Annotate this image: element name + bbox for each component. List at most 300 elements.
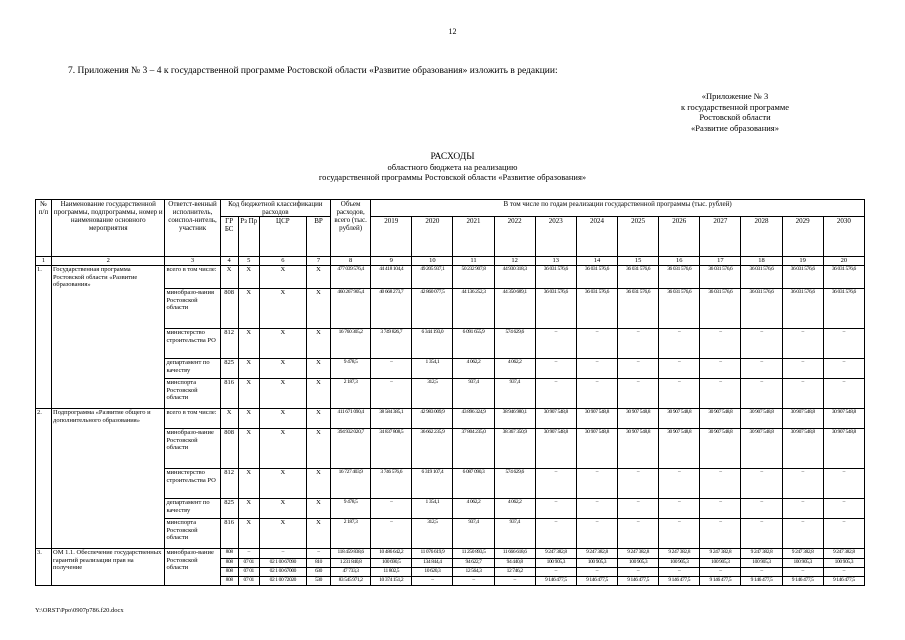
vr-cell: X	[306, 499, 330, 519]
grbs-cell: 812	[220, 329, 238, 359]
value-cell: 36 031 576,6	[782, 289, 823, 329]
value-cell: 36 031 576,6	[535, 266, 576, 289]
value-cell: –	[659, 329, 700, 359]
value-cell: –	[659, 359, 700, 379]
value-cell: 4 062,2	[453, 359, 494, 379]
value-cell: –	[782, 519, 823, 549]
responsible-cell: минобразо-вание Ростовской области	[165, 549, 220, 586]
value-cell: 460 267 905,4	[331, 289, 371, 329]
value-cell: 30 907 548,8	[576, 409, 617, 429]
responsible-cell: минспорта Ростовской области	[165, 519, 220, 549]
title-main: РАСХОДЫ	[430, 152, 475, 162]
value-cell: –	[618, 379, 659, 409]
value-cell: 30 907 548,8	[576, 429, 617, 469]
appendix-line: «Развитие образования»	[691, 122, 779, 133]
value-cell: 36 031 576,6	[576, 266, 617, 289]
value-cell: –	[782, 359, 823, 379]
value-cell: –	[700, 359, 741, 379]
value-cell: 36 031 576,6	[782, 266, 823, 289]
value-cell: 394 932 020,7	[331, 429, 371, 469]
value-cell: 11 802,5	[371, 568, 412, 577]
header-year: 2030	[823, 217, 864, 257]
column-number-cell: 2	[52, 257, 165, 266]
value-cell: 9 247 382,8	[576, 549, 617, 559]
row-name-cell	[52, 429, 165, 469]
value-cell: –	[659, 519, 700, 549]
value-cell: 9 478,5	[331, 359, 371, 379]
value-cell: –	[823, 329, 864, 359]
appendix-header	[625, 91, 845, 133]
value-cell: –	[659, 568, 700, 577]
value-cell: 30 907 548,8	[535, 429, 576, 469]
value-cell: 36 031 576,6	[823, 289, 864, 329]
column-number-cell: 19	[782, 257, 823, 266]
vr-cell: X	[306, 429, 330, 469]
value-cell: 11 666 618,6	[494, 549, 535, 559]
value-cell: –	[618, 329, 659, 359]
column-number-cell: 12	[494, 257, 535, 266]
value-cell: 36 031 576,6	[700, 266, 741, 289]
value-cell: 38 584 385,1	[371, 409, 412, 429]
vr-cell: X	[306, 379, 330, 409]
value-cell: 9 146 477,5	[576, 577, 617, 586]
value-cell: 9 247 382,8	[535, 549, 576, 559]
vr-cell: –	[306, 549, 330, 559]
table-row	[36, 499, 865, 519]
responsible-cell: департамент по качеству	[165, 499, 220, 519]
value-cell: 11 076 619,9	[412, 549, 453, 559]
value-cell: 100 905,3	[659, 559, 700, 568]
row-number-cell: 2.	[36, 409, 52, 429]
row-name-cell: ОМ 1.1. Обеспечение государственных гарантий реализации прав на получение	[52, 549, 165, 586]
header-year: 2022	[494, 217, 535, 257]
row-number-cell: 1.	[36, 266, 52, 289]
value-cell: 9 247 382,8	[782, 549, 823, 559]
value-cell: –	[700, 469, 741, 499]
row-number-cell	[36, 429, 52, 469]
value-cell: 16 760 305,2	[331, 329, 371, 359]
vr-cell: 530	[306, 577, 330, 586]
value-cell: 477 039 576,4	[331, 266, 371, 289]
csr-cell: X	[259, 266, 306, 289]
responsible-cell: министерство строительства РО	[165, 469, 220, 499]
value-cell: –	[659, 469, 700, 499]
value-cell: 36 031 576,6	[535, 289, 576, 329]
rzpr-cell: X	[238, 266, 259, 289]
rzpr-cell: X	[238, 519, 259, 549]
csr-cell: X	[259, 359, 306, 379]
value-cell: –	[618, 359, 659, 379]
value-cell: –	[659, 499, 700, 519]
document-title	[0, 152, 905, 182]
value-cell: 9 146 477,5	[782, 577, 823, 586]
csr-cell: X	[259, 499, 306, 519]
value-cell: 100 690,5	[371, 559, 412, 568]
grbs-cell: 825	[220, 499, 238, 519]
column-number-cell: 9	[371, 257, 412, 266]
csr-cell: 02 1 00 72020	[259, 577, 306, 586]
row-name-cell	[52, 289, 165, 329]
vr-cell: X	[306, 469, 330, 499]
value-cell: 40 668 273,7	[371, 289, 412, 329]
value-cell: –	[535, 519, 576, 549]
value-cell: –	[700, 379, 741, 409]
value-cell: –	[618, 568, 659, 577]
rzpr-cell: X	[238, 429, 259, 469]
value-cell: 4 062,2	[494, 359, 535, 379]
row-name-cell	[52, 499, 165, 519]
table-row	[36, 289, 865, 329]
responsible-cell: минобразо-вание Ростовской области	[165, 429, 220, 469]
value-cell: 9 247 382,8	[618, 549, 659, 559]
table-row	[36, 266, 865, 289]
value-cell: 3 746 576,6	[371, 469, 412, 499]
value-cell: –	[823, 379, 864, 409]
value-cell: –	[741, 499, 782, 519]
value-cell: –	[782, 379, 823, 409]
value-cell: 30 907 548,8	[700, 429, 741, 469]
row-number-cell: 3.	[36, 549, 52, 586]
rzpr-cell: X	[238, 359, 259, 379]
value-cell: 36 031 576,6	[823, 266, 864, 289]
value-cell: 100 905,3	[700, 559, 741, 568]
value-cell: 312,5	[412, 519, 453, 549]
value-cell: –	[823, 519, 864, 549]
value-cell: 83 545 971,2	[331, 577, 371, 586]
csr-cell: X	[259, 329, 306, 359]
value-cell: 10 374 151,2	[371, 577, 412, 586]
row-number-cell	[36, 359, 52, 379]
value-cell: –	[700, 329, 741, 359]
value-cell: 36 031 576,6	[618, 289, 659, 329]
value-cell: –	[741, 379, 782, 409]
value-cell: –	[371, 499, 412, 519]
value-cell: 100 905,3	[535, 559, 576, 568]
value-cell: 16 727 403,9	[331, 469, 371, 499]
header-year: 2027	[700, 217, 741, 257]
value-cell: –	[576, 499, 617, 519]
value-cell: –	[823, 499, 864, 519]
value-cell: 36 031 576,6	[659, 266, 700, 289]
value-cell: –	[535, 329, 576, 359]
appendix-line: к государственной программе	[680, 101, 790, 112]
table-row	[36, 549, 865, 559]
column-number-cell: 18	[741, 257, 782, 266]
table-row	[36, 379, 865, 409]
grbs-cell: 816	[220, 519, 238, 549]
value-cell: 49 205 937,1	[412, 266, 453, 289]
row-name-cell: Подпрограмма «Развитие общего и дополнительного образования»	[52, 409, 165, 429]
value-cell: –	[535, 469, 576, 499]
table-row	[36, 409, 865, 429]
value-cell: 9 247 382,8	[700, 549, 741, 559]
value-cell: 36 031 576,6	[576, 289, 617, 329]
value-cell: 37 804 235,0	[453, 429, 494, 469]
value-cell: 2 187,3	[331, 519, 371, 549]
row-name-cell	[52, 519, 165, 549]
value-cell: –	[700, 519, 741, 549]
column-number-cell: 7	[306, 257, 330, 266]
value-cell: 9 146 477,5	[618, 577, 659, 586]
grbs-cell: 808	[220, 289, 238, 329]
csr-cell: X	[259, 379, 306, 409]
responsible-cell: минспорта Ростовской области	[165, 379, 220, 409]
value-cell: –	[782, 568, 823, 577]
value-cell: 36 031 576,6	[741, 266, 782, 289]
title-line: областного бюджета на реализацию	[387, 162, 518, 172]
csr-cell: X	[259, 519, 306, 549]
grbs-cell: 812	[220, 469, 238, 499]
value-cell: –	[618, 499, 659, 519]
row-number-cell	[36, 499, 52, 519]
value-cell: –	[576, 568, 617, 577]
value-cell: 118 459 838,6	[331, 549, 371, 559]
vr-cell: 630	[306, 568, 330, 577]
row-number-cell	[36, 379, 52, 409]
vr-cell: 810	[306, 559, 330, 568]
grbs-cell: 808	[220, 577, 238, 586]
value-cell: 43 896 324,9	[453, 409, 494, 429]
vr-cell: X	[306, 266, 330, 289]
row-number-cell	[36, 289, 52, 329]
grbs-cell: X	[220, 409, 238, 429]
table-row	[36, 519, 865, 549]
value-cell: –	[535, 359, 576, 379]
header-number: № п/п	[36, 200, 52, 257]
column-number-cell: 17	[700, 257, 741, 266]
row-number-cell	[36, 329, 52, 359]
rzpr-cell: 07 01	[238, 559, 259, 568]
header-year: 2019	[371, 217, 412, 257]
value-cell: 30 907 548,8	[741, 429, 782, 469]
value-cell: –	[741, 329, 782, 359]
row-number-cell	[36, 519, 52, 549]
row-name-cell	[52, 329, 165, 359]
value-cell: 1 354,1	[412, 499, 453, 519]
column-number-cell: 5	[238, 257, 259, 266]
value-cell: –	[576, 469, 617, 499]
column-number-cell: 8	[331, 257, 371, 266]
value-cell: 30 907 548,8	[618, 429, 659, 469]
value-cell: 50 232 907,8	[453, 266, 494, 289]
value-cell: 9 247 382,8	[659, 549, 700, 559]
grbs-cell: 808	[220, 549, 238, 559]
column-number-cell: 11	[453, 257, 494, 266]
value-cell: 6 319 107,4	[412, 469, 453, 499]
column-number-cell: 4	[220, 257, 238, 266]
value-cell: –	[823, 469, 864, 499]
header-year: 2028	[741, 217, 782, 257]
value-cell: –	[535, 379, 576, 409]
column-number-row	[36, 257, 865, 266]
value-cell: 34 837 808,5	[371, 429, 412, 469]
value-cell: 94 440,8	[494, 559, 535, 568]
value-cell: 30 907 548,8	[741, 409, 782, 429]
value-cell: 38 367 350,9	[494, 429, 535, 469]
value-cell: –	[782, 469, 823, 499]
value-cell: 937,4	[494, 519, 535, 549]
value-cell: 30 907 548,8	[700, 409, 741, 429]
value-cell: –	[494, 577, 535, 586]
responsible-cell: всего в том числе:	[165, 266, 220, 289]
value-cell: –	[823, 568, 864, 577]
column-number-cell: 13	[535, 257, 576, 266]
value-cell: 3 749 826,7	[371, 329, 412, 359]
value-cell: –	[576, 519, 617, 549]
grbs-cell: 825	[220, 359, 238, 379]
grbs-cell: 808	[220, 568, 238, 577]
table-row	[36, 329, 865, 359]
vr-cell: X	[306, 359, 330, 379]
value-cell: 44 136 252,3	[453, 289, 494, 329]
grbs-cell: 808	[220, 559, 238, 568]
value-cell: –	[576, 359, 617, 379]
value-cell: –	[741, 359, 782, 379]
value-cell: 36 662 235,9	[412, 429, 453, 469]
value-cell: 6 091 655,9	[453, 329, 494, 359]
rzpr-cell: X	[238, 289, 259, 329]
value-cell: –	[782, 499, 823, 519]
value-cell: 9 478,5	[331, 499, 371, 519]
rzpr-cell: X	[238, 409, 259, 429]
value-cell: 937,4	[494, 379, 535, 409]
header-year: 2020	[412, 217, 453, 257]
value-cell: 9 247 382,8	[741, 549, 782, 559]
grbs-cell: X	[220, 266, 238, 289]
value-cell: 30 907 548,8	[618, 409, 659, 429]
value-cell: 38 946 980,1	[494, 409, 535, 429]
value-cell: 9 146 477,5	[741, 577, 782, 586]
value-cell: 11 250 893,5	[453, 549, 494, 559]
appendix-line: «Приложение № 3	[701, 91, 769, 101]
responsible-cell: министерство строительства РО	[165, 329, 220, 359]
value-cell: 937,4	[453, 379, 494, 409]
value-cell: –	[700, 568, 741, 577]
value-cell: 30 907 548,8	[782, 409, 823, 429]
value-cell: 47 733,3	[331, 568, 371, 577]
value-cell: 100 905,3	[618, 559, 659, 568]
column-number-cell: 10	[412, 257, 453, 266]
header-year: 2023	[535, 217, 576, 257]
value-cell: 30 907 548,8	[782, 429, 823, 469]
column-number-cell: 20	[823, 257, 864, 266]
value-cell: 100 905,3	[576, 559, 617, 568]
value-cell: 36 031 576,6	[659, 289, 700, 329]
value-cell: –	[618, 519, 659, 549]
value-cell: 12 746,2	[494, 568, 535, 577]
value-cell: 6 344 193,0	[412, 329, 453, 359]
vr-cell: X	[306, 519, 330, 549]
rzpr-cell: –	[238, 549, 259, 559]
csr-cell: X	[259, 469, 306, 499]
csr-cell: 02 1 00 67000	[259, 568, 306, 577]
value-cell: 36 031 576,6	[741, 289, 782, 329]
column-number-cell: 3	[165, 257, 220, 266]
rzpr-cell: X	[238, 379, 259, 409]
value-cell: –	[535, 568, 576, 577]
value-cell: –	[535, 499, 576, 519]
header-years-group: В том числе по годам реализации государственной программы (тыс. рублей)	[371, 200, 865, 217]
table-row	[36, 359, 865, 379]
header-responsible: Ответст-венный исполнитель, соиспол-нитель, участник	[165, 200, 220, 257]
value-cell: 10 486 642,2	[371, 549, 412, 559]
value-cell: –	[618, 469, 659, 499]
csr-cell: X	[259, 429, 306, 469]
row-name-cell	[52, 359, 165, 379]
grbs-cell: 808	[220, 429, 238, 469]
value-cell: –	[659, 379, 700, 409]
responsible-cell: департамент по качеству	[165, 359, 220, 379]
value-cell: 9 247 382,8	[823, 549, 864, 559]
column-number-cell: 1	[36, 257, 52, 266]
csr-cell: X	[259, 289, 306, 329]
value-cell: 30 907 548,8	[659, 409, 700, 429]
header-year: 2021	[453, 217, 494, 257]
value-cell: 100 905,3	[782, 559, 823, 568]
value-cell: –	[741, 568, 782, 577]
value-cell: 312,5	[412, 379, 453, 409]
footer-file-path: Y:\ORST\Ppo\0907p786.f20.docx	[35, 607, 124, 614]
csr-cell: –	[259, 549, 306, 559]
header-name: Наименование государственной программы, подпрограммы, номер и наименование основного мероприятия	[52, 200, 165, 257]
value-cell: 42 860 077,5	[412, 289, 453, 329]
rzpr-cell: 07 01	[238, 577, 259, 586]
value-cell: 2 187,3	[331, 379, 371, 409]
value-cell: 36 031 576,6	[700, 289, 741, 329]
vr-cell: X	[306, 329, 330, 359]
rzpr-cell: X	[238, 469, 259, 499]
value-cell: 44 930 318,3	[494, 266, 535, 289]
value-cell: 574 629,6	[494, 469, 535, 499]
value-cell: 937,4	[453, 519, 494, 549]
value-cell: 100 905,3	[741, 559, 782, 568]
header-csr: ЦСР	[259, 217, 306, 257]
value-cell: 9 146 477,5	[823, 577, 864, 586]
value-cell: 574 629,6	[494, 329, 535, 359]
value-cell: 44 350 689,1	[494, 289, 535, 329]
expenses-table	[35, 199, 865, 586]
value-cell: –	[741, 469, 782, 499]
column-number-cell: 15	[618, 257, 659, 266]
vr-cell: X	[306, 409, 330, 429]
row-name-cell	[52, 469, 165, 499]
value-cell: –	[700, 499, 741, 519]
value-cell: 100 905,3	[823, 559, 864, 568]
value-cell: –	[371, 359, 412, 379]
column-number-cell: 16	[659, 257, 700, 266]
value-cell: 1 354,1	[412, 359, 453, 379]
title-line: государственной программы Ростовской области «Развитие образования»	[318, 172, 587, 182]
value-cell: 134 844,4	[412, 559, 453, 568]
header-year: 2024	[576, 217, 617, 257]
value-cell: 9 146 477,5	[535, 577, 576, 586]
header-volume: Объем расходов, всего (тыс. рублей)	[331, 200, 371, 257]
value-cell: 30 907 548,8	[823, 409, 864, 429]
value-cell: –	[576, 329, 617, 359]
column-number-cell: 6	[259, 257, 306, 266]
intro-text: 7. Приложения № 3 – 4 к государственной программе Ростовской области «Развитие образования» изложить в редакции:	[68, 66, 558, 76]
rzpr-cell: X	[238, 329, 259, 359]
header-vr: ВР	[306, 217, 330, 257]
value-cell: –	[453, 577, 494, 586]
value-cell: 36 031 576,6	[618, 266, 659, 289]
value-cell: 411 671 090,4	[331, 409, 371, 429]
value-cell: 42 983 009,9	[412, 409, 453, 429]
table-row	[36, 469, 865, 499]
value-cell: –	[741, 519, 782, 549]
vr-cell: X	[306, 289, 330, 329]
grbs-cell: 816	[220, 379, 238, 409]
